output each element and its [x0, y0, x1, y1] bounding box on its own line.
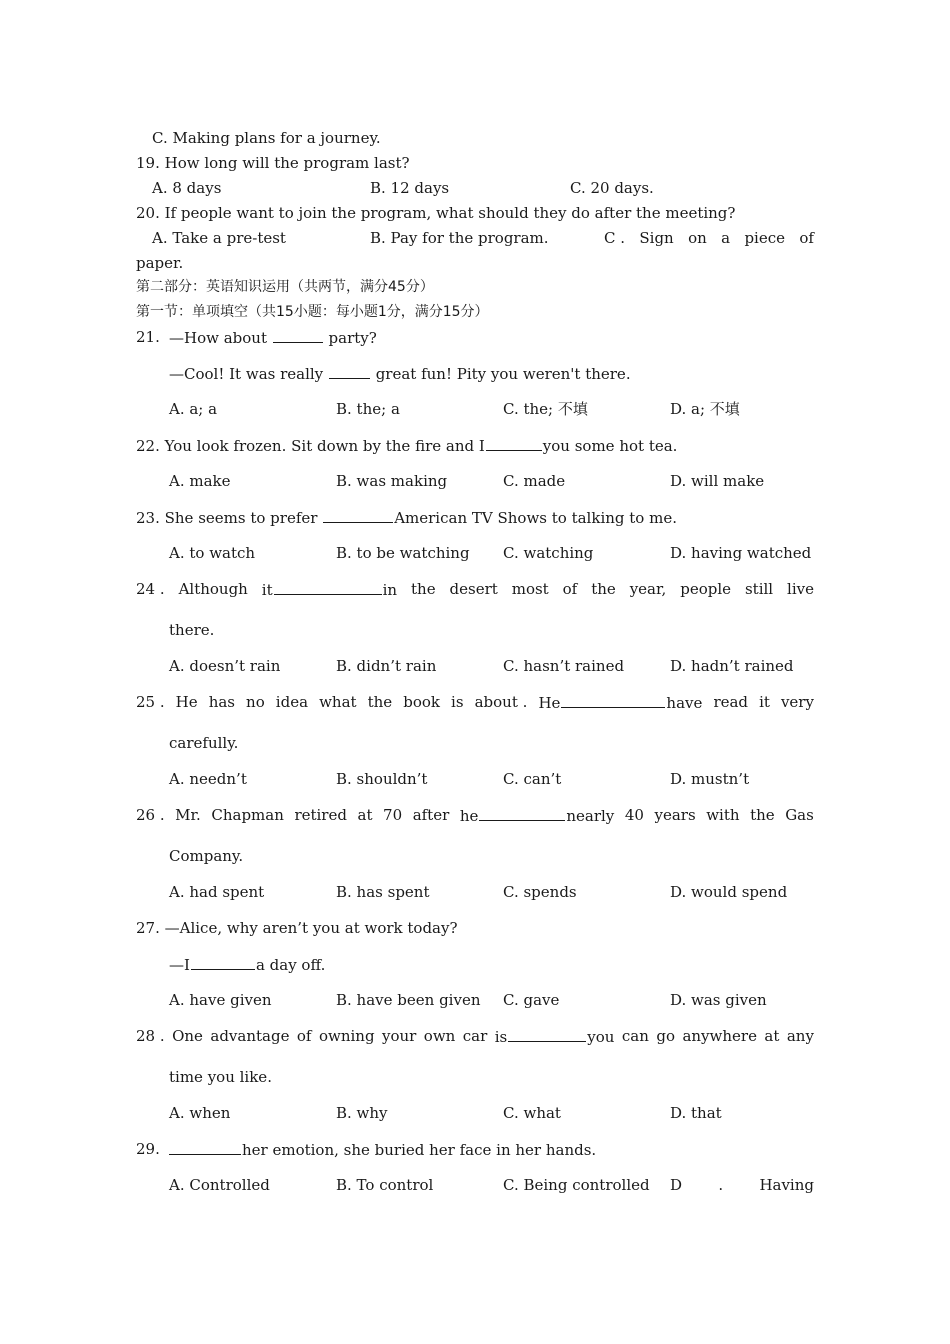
answer-blank	[169, 1140, 241, 1155]
word	[262, 580, 397, 599]
q18-option-c: C. Making plans for a journey.	[152, 129, 381, 147]
q25-option-b: B. shouldn’t	[336, 770, 428, 788]
word: anywhere	[682, 1027, 757, 1045]
word: is	[451, 693, 464, 711]
q26-option-b: B. has spent	[336, 883, 430, 901]
word: of	[296, 1027, 312, 1045]
q23-option-d: D. having watched	[670, 544, 812, 562]
word: at	[357, 806, 373, 824]
q29-stem	[169, 1140, 596, 1159]
q23-option-b: B. to be watching	[336, 544, 470, 562]
word: Chapman	[211, 806, 284, 824]
q27-option-d: D. was given	[670, 991, 767, 1009]
q28-stem-continued: time you like.	[169, 1068, 272, 1086]
word: C .	[604, 229, 626, 247]
answer-blank	[486, 436, 542, 451]
q22-option-d: D. will make	[670, 472, 765, 490]
word: Sign	[639, 229, 674, 247]
word: has	[208, 693, 235, 711]
q23-stem	[136, 508, 677, 527]
text: it	[261, 581, 273, 599]
word: owning	[318, 1027, 375, 1045]
word: year,	[629, 580, 667, 598]
text: —Cool! It was really	[169, 365, 328, 383]
word: 26 .	[136, 806, 165, 824]
word	[538, 693, 702, 712]
answer-blank	[329, 364, 370, 379]
word: can	[621, 1027, 649, 1045]
q28-stem	[136, 1027, 814, 1046]
q20-option-a: A. Take a pre-test	[152, 229, 286, 247]
q23-option-a: A. to watch	[169, 544, 256, 562]
word: 40	[624, 806, 644, 824]
q28-option-b: B. why	[336, 1104, 388, 1122]
word: book	[403, 693, 440, 711]
q27-stem: 27. —Alice, why aren’t you at work today?	[136, 919, 458, 937]
word: retired	[294, 806, 347, 824]
word: your	[382, 1027, 417, 1045]
q26-option-c: C. spends	[503, 883, 577, 901]
word: One	[172, 1027, 203, 1045]
q25-option-c: C. can’t	[503, 770, 562, 788]
q21-line2	[169, 364, 631, 383]
q24-stem	[136, 580, 814, 599]
word: 24 .	[136, 580, 165, 598]
word: 70	[383, 806, 403, 824]
q19-option-a: A. 8 days	[152, 179, 222, 197]
q21-option-c: C. the; 不填	[503, 400, 588, 418]
q29-number: 29.	[136, 1140, 160, 1158]
word: 25 .	[136, 693, 165, 711]
text: 23. She seems to prefer	[136, 509, 323, 527]
word: 28 .	[136, 1027, 165, 1045]
q29-option-c: C. Being controlled	[503, 1176, 650, 1194]
text: nearly	[566, 807, 615, 825]
word: D	[670, 1176, 683, 1194]
q23-option-c: C. watching	[503, 544, 594, 562]
q27-line2	[169, 955, 325, 974]
q28-option-d: D. that	[670, 1104, 722, 1122]
word: still	[744, 580, 774, 598]
q24-option-b: B. didn’t rain	[336, 657, 437, 675]
word: after	[412, 806, 450, 824]
answer-blank	[274, 580, 382, 595]
text: —I	[169, 956, 190, 974]
q22-option-a: A. make	[169, 472, 231, 490]
text: party?	[323, 329, 377, 347]
word: about .	[474, 693, 528, 711]
q22-stem	[136, 436, 677, 455]
q26-option-a: A. had spent	[169, 883, 265, 901]
q21-number: 21.	[136, 328, 160, 346]
word: Although	[178, 580, 248, 598]
word: with	[706, 806, 740, 824]
q26-stem-continued: Company.	[169, 847, 244, 865]
text: in	[382, 581, 398, 599]
word: Gas	[785, 806, 814, 824]
word: Mr.	[175, 806, 201, 824]
text: he	[459, 807, 479, 825]
word: advantage	[210, 1027, 290, 1045]
part2-title: 第二部分：英语知识运用（共两节，满分45分）	[136, 279, 434, 295]
text: He	[538, 694, 561, 712]
word: it	[759, 693, 770, 711]
answer-blank	[191, 955, 255, 970]
answer-blank	[479, 806, 565, 821]
q26-option-d: D. would spend	[670, 883, 788, 901]
word: desert	[449, 580, 498, 598]
word: no	[246, 693, 265, 711]
q28-option-c: C. what	[503, 1104, 561, 1122]
q25-stem-continued: carefully.	[169, 734, 239, 752]
word: a	[721, 229, 731, 247]
section1-title: 第一节：单项填空（共15小题：每小题1分，满分15分）	[136, 304, 489, 320]
q21-option-b: B. the; a	[336, 400, 400, 418]
q28-option-a: A. when	[169, 1104, 231, 1122]
word: live	[787, 580, 814, 598]
word: the	[591, 580, 616, 598]
q20-option-c	[604, 229, 814, 247]
word: He	[175, 693, 198, 711]
q19-stem: 19. How long will the program last?	[136, 154, 410, 172]
q24-stem-continued: there.	[169, 621, 215, 639]
word: go	[656, 1027, 675, 1045]
q25-option-a: A. needn’t	[169, 770, 247, 788]
word: own	[423, 1027, 456, 1045]
q29-option-a: A. Controlled	[169, 1176, 270, 1194]
q21-line1	[169, 328, 377, 347]
word: on	[688, 229, 707, 247]
answer-blank	[273, 328, 323, 343]
text: a day off.	[255, 956, 326, 974]
word: of	[799, 229, 814, 247]
text: you	[587, 1028, 615, 1046]
q20-stem: 20. If people want to join the program, what should they do after the meeting?	[136, 204, 736, 222]
text: you some hot tea.	[542, 437, 678, 455]
word: the	[750, 806, 775, 824]
q29-option-b: B. To control	[336, 1176, 434, 1194]
text: have	[666, 694, 703, 712]
q24-option-d: D. hadn’t rained	[670, 657, 794, 675]
word: of	[562, 580, 578, 598]
word: years	[654, 806, 696, 824]
word: most	[511, 580, 549, 598]
q29-option-d	[670, 1176, 814, 1194]
word: the	[367, 693, 393, 711]
word: .	[718, 1176, 724, 1194]
answer-blank	[323, 508, 393, 523]
q22-option-b: B. was making	[336, 472, 448, 490]
word	[460, 806, 614, 825]
q21-option-d: D. a; 不填	[670, 400, 740, 418]
word: very	[780, 693, 814, 711]
text: —How about	[169, 329, 272, 347]
q25-stem	[136, 693, 814, 712]
word: car	[462, 1027, 488, 1045]
text: 22. You look frozen. Sit down by the fire and I	[136, 437, 485, 455]
q25-option-d: D. mustn’t	[670, 770, 750, 788]
word: piece	[744, 229, 786, 247]
answer-blank	[508, 1027, 586, 1042]
word: at	[764, 1027, 780, 1045]
q27-option-c: C. gave	[503, 991, 560, 1009]
word: any	[786, 1027, 814, 1045]
text: her emotion, she buried her face in her hands.	[242, 1141, 597, 1159]
word: what	[319, 693, 357, 711]
word: read	[713, 693, 749, 711]
word: idea	[275, 693, 309, 711]
q26-stem	[136, 806, 814, 825]
word: people	[680, 580, 732, 598]
q20-option-b: B. Pay for the program.	[370, 229, 549, 247]
text: is	[494, 1028, 508, 1046]
q19-option-c: C. 20 days.	[570, 179, 654, 197]
text: great fun! Pity you weren't there.	[370, 365, 631, 383]
q27-option-a: A. have given	[169, 991, 272, 1009]
answer-blank	[561, 693, 665, 708]
word: the	[411, 580, 436, 598]
q22-option-c: C. made	[503, 472, 566, 490]
word	[495, 1027, 615, 1046]
q24-option-c: C. hasn’t rained	[503, 657, 625, 675]
q24-option-a: A. doesn’t rain	[169, 657, 281, 675]
text: American TV Shows to talking to me.	[394, 509, 677, 527]
q27-option-b: B. have been given	[336, 991, 481, 1009]
q20-option-c-continued: paper.	[136, 254, 184, 272]
word: Having	[759, 1176, 814, 1194]
q19-option-b: B. 12 days	[370, 179, 450, 197]
q21-option-a: A. a; a	[169, 400, 218, 418]
